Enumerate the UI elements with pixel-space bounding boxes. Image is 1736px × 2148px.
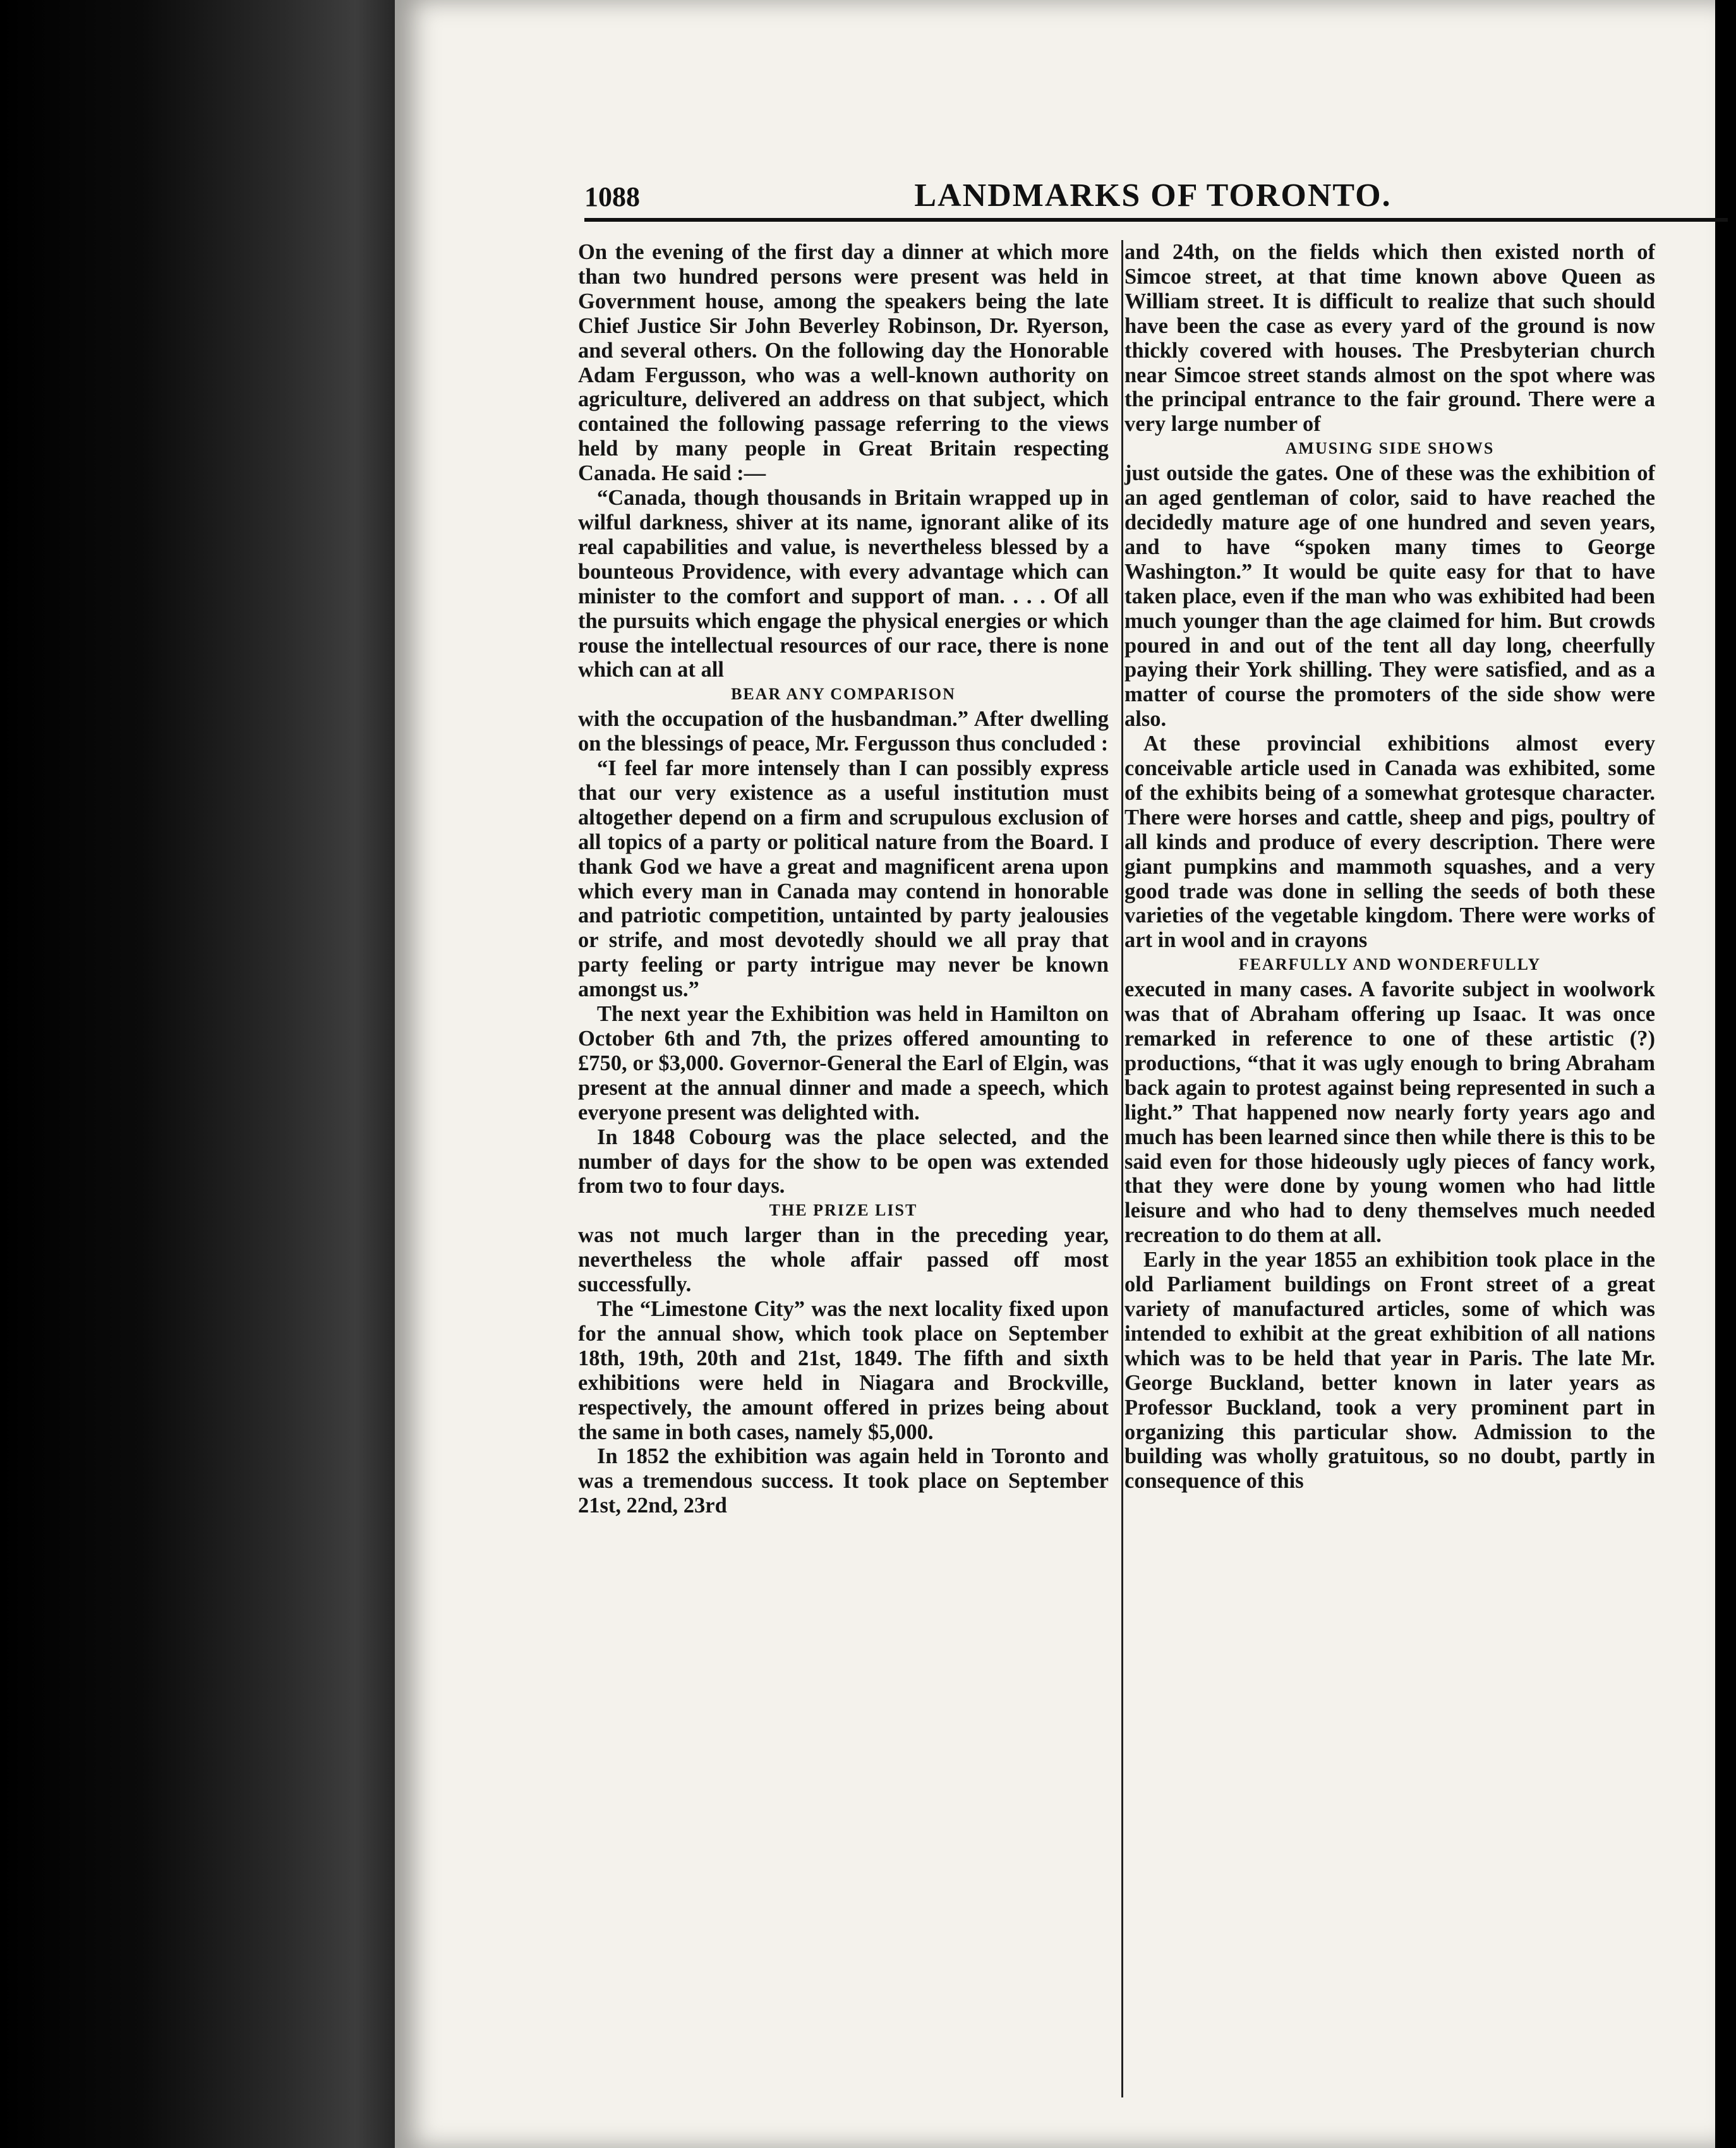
paragraph: The “Limestone City” was the next locality fixed upon for the annual show, which took place on September 18th, 19th, 20th and 21st, 1849. The fifth and sixth exhibitions were held in Niagara and Brockville, respectively, the amount offered in prizes being about the same in both cases, namely $5,000. bbox=[578, 1296, 1109, 1444]
book-edge bbox=[0, 0, 404, 2148]
paragraph: Early in the year 1855 an exhibition took place in the old Parliament buildings on Front street of a great variety of manufactured articles, some of which was intended to exhibit at the great exhibition of all nations which was to be held that year in Paris. The late Mr. George Buckland, better known in later years as Professor Buckland, took a very prominent part in organizing this particular show. Admission to the building was wholly gratuitous, so no doubt, partly in consequence of this bbox=[1124, 1248, 1655, 1493]
section-heading: FEARFULLY AND WONDERFULLY bbox=[1238, 955, 1541, 974]
scan-margin bbox=[1715, 0, 1736, 2148]
paragraph: just outside the gates. One of these was the exhibition of an aged gentleman of color, said to have reached the decidedly mature age of one hundred and seven years, and to have “spoken many times to George Washington.” It would be quite easy for that to have taken place, even if the man who was exhibited had been much younger than the age claimed for him. But crowds poured in and out of the tent all day long, cheerfully paying their York shilling. They were satisfied, and as a matter of course the promoters of the side show were also. bbox=[1124, 461, 1655, 732]
paragraph: was not much larger than in the preceding year, nevertheless the whole affair passed off most successfully. bbox=[578, 1223, 1109, 1297]
running-title: LANDMARKS OF TORONTO. bbox=[914, 178, 1392, 214]
right-column bbox=[1124, 240, 1655, 1493]
section-heading: AMUSING SIDE SHOWS bbox=[1285, 439, 1495, 458]
paragraph: and 24th, on the fields which then existed north of Simcoe street, at that time known above Queen as William street. It is difficult to realize that such should have been the case as every yard of the ground is now thickly covered with houses. The Presbyterian church near Simcoe street stands almost on the spot where was the principal entrance to the fair ground. There were a very large number of bbox=[1124, 240, 1655, 437]
column-divider bbox=[1121, 240, 1123, 2097]
paragraph: with the occupation of the husbandman.” After dwelling on the blessings of peace, Mr. Fergusson thus concluded : bbox=[578, 707, 1109, 756]
left-column bbox=[578, 240, 1109, 1518]
page-number: 1088 bbox=[584, 181, 640, 212]
paragraph: “Canada, though thousands in Britain wrapped up in wilful darkness, shiver at its name, ignorant alike of its real capabilities and value, is nevertheless blessed by a bounteous Providence, with every advantage which can minister to the comfort and support of man. . . . Of all the pursuits which engage the physical energies or which rouse the intellectual resources of our race, there is none which can at all bbox=[578, 486, 1109, 682]
page-header bbox=[584, 177, 1721, 234]
paragraph: The next year the Exhibition was held in Hamilton on October 6th and 7th, the prizes offered amounting to £750, or $3,000. Governor-General the Earl of Elgin, was present at the annual dinner and made a speech, which everyone present was delighted with. bbox=[578, 1002, 1109, 1125]
paragraph: In 1852 the exhibition was again held in Toronto and was a tremendous success. It took place on September 21st, 22nd, 23rd bbox=[578, 1444, 1109, 1518]
section-heading: BEAR ANY COMPARISON bbox=[731, 685, 956, 704]
paragraph: “I feel far more intensely than I can possibly express that our very existence as a useful institution must altogether depend on a firm and scrupulous exclusion of all topics of a party or political nature from the Board. I thank God we have a great and magnificent arena upon which every man in Canada may contend in honorable and patriotic competition, untainted by party jealousies or strife, and most devotedly should we all pray that party feeling or party intrigue may never be known amongst us.” bbox=[578, 756, 1109, 1002]
paragraph: At these provincial exhibitions almost every conceivable article used in Canada was exhibited, some of the exhibits being of a somewhat grotesque character. There were horses and cattle, sheep and pigs, poultry of all kinds and produce of every description. There were giant pumpkins and mammoth squashes, and a very good trade was done in selling the seeds of both these varieties of the vegetable kingdom. There were works of art in wool and in crayons bbox=[1124, 732, 1655, 953]
header-rule bbox=[584, 218, 1728, 222]
paragraph: On the evening of the first day a dinner at which more than two hundred persons were present was held in Government house, among the speakers being the late Chief Justice Sir John Beverley Robinson, Dr. Ryerson, and several others. On the following day the Honorable Adam Fergusson, who was a well-known authority on agriculture, delivered an address on that subject, which contained the following passage referring to the views held by many people in Great Britain respecting Canada. He said :— bbox=[578, 240, 1109, 486]
book-page bbox=[395, 0, 1715, 2148]
paragraph: In 1848 Cobourg was the place selected, and the number of days for the show to be open was extended from two to four days. bbox=[578, 1125, 1109, 1198]
section-heading: THE PRIZE LIST bbox=[769, 1201, 918, 1220]
paragraph: executed in many cases. A favorite subject in woolwork was that of Abraham offering up Isaac. It was once remarked in reference to one of these artistic (?) productions, “that it was ugly enough to bring Abraham back again to protest against being represented in such a light.” That happened now nearly forty years ago and much has been learned since then while there is this to be said even for those hideously ugly pieces of fancy work, that they were done by young women who had little leisure and who had to deny themselves much needed recreation to do them at all. bbox=[1124, 977, 1655, 1248]
